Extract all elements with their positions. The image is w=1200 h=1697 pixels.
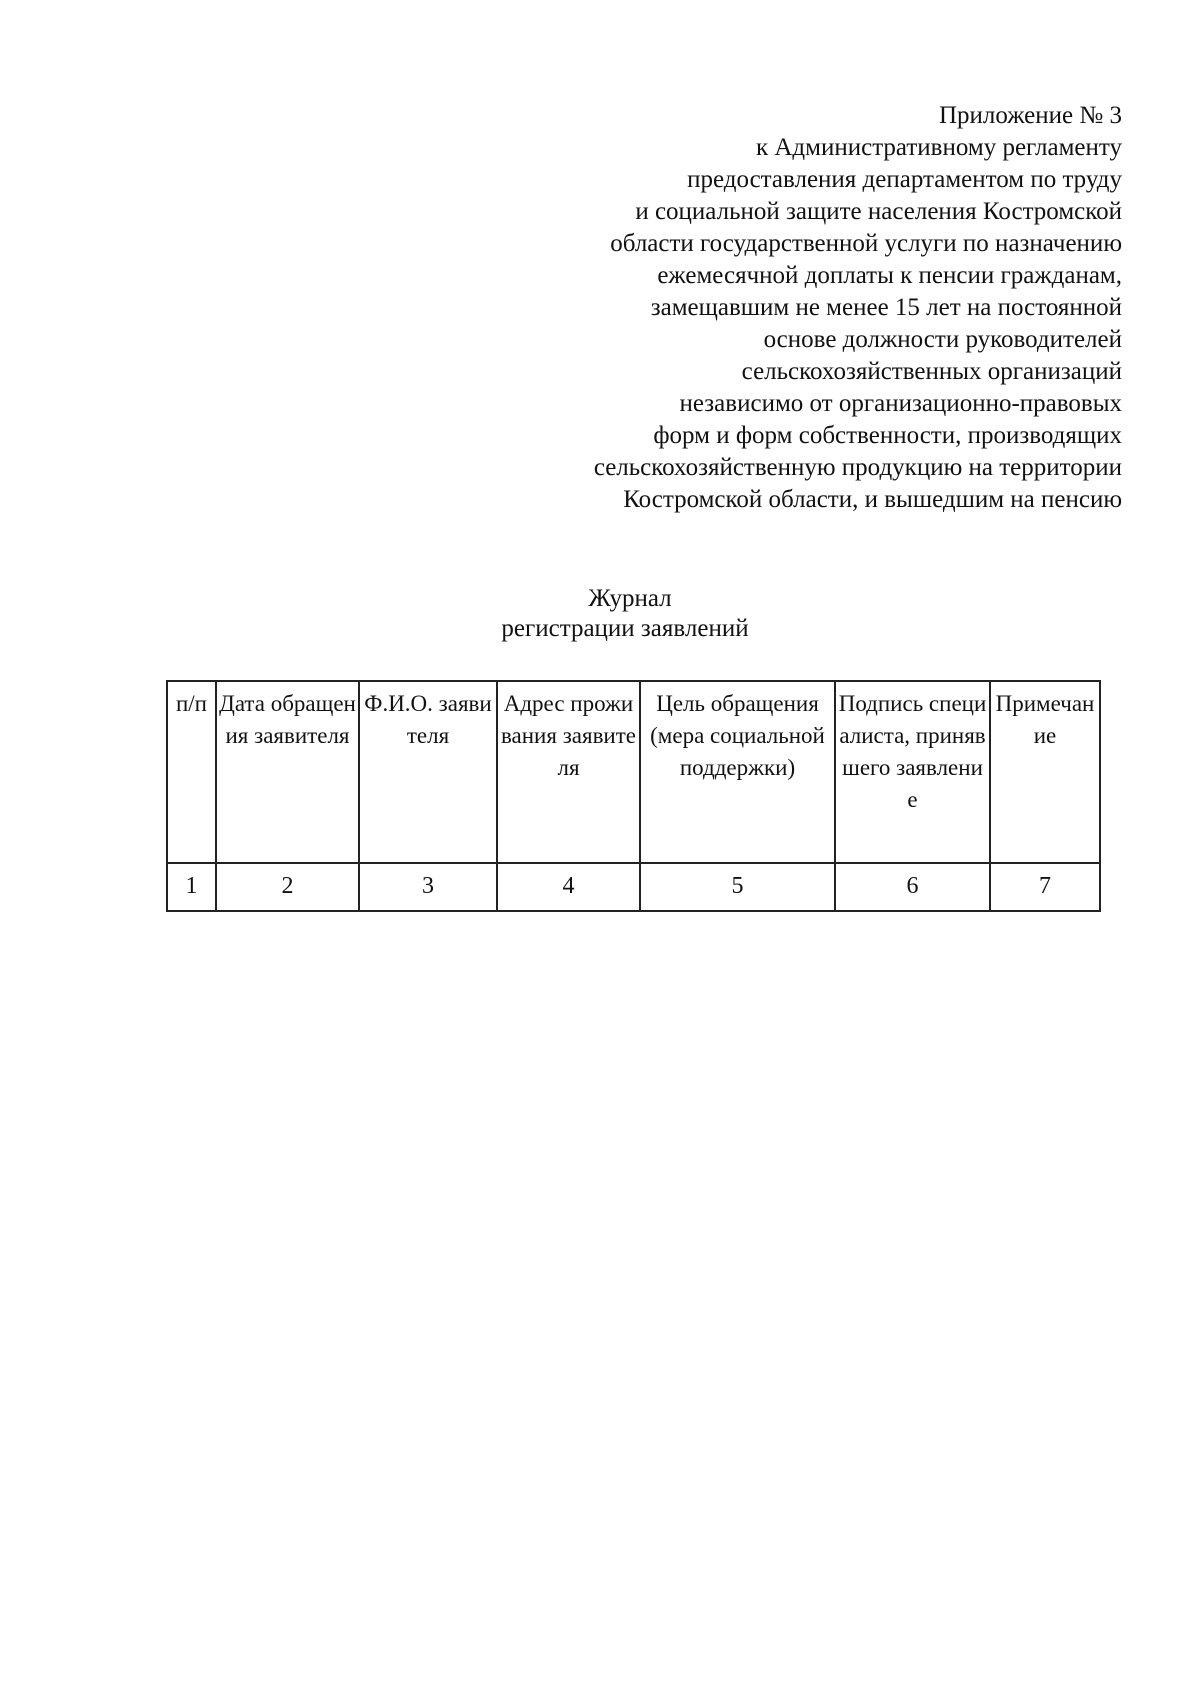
header-signature: Подпись специалиста, принявшего заявление [835,681,990,863]
column-number-cell: 1 [167,863,216,911]
appendix-line: к Административному регламенту [755,134,1122,161]
column-number-cell: 5 [640,863,835,911]
column-number-cell: 4 [497,863,640,911]
appendix-line: предоставления департаментом по труду [687,166,1122,193]
appendix-block [422,100,1122,516]
column-number-cell: 3 [359,863,497,911]
table-row [167,863,1100,911]
header-date: Дата обращения заявителя [216,681,359,863]
appendix-line: форм и форм собственности, производящих [653,422,1122,449]
header-purpose: Цель обращения (мера социальной поддержки) [640,681,835,863]
journal-title [480,584,780,644]
appendix-line: независимо от организационно-правовых [679,390,1122,417]
column-number-cell: 2 [216,863,359,911]
appendix-line: Приложение № 3 [938,102,1122,129]
journal-title-line1: Журнал [588,585,672,612]
appendix-line: основе должности руководителей [763,326,1122,353]
column-number-cell: 7 [990,863,1100,911]
header-name: Ф.И.О. заявителя [359,681,497,863]
appendix-line: сельскохозяйственную продукцию на территории [593,454,1122,481]
header-address: Адрес проживания заявителя [497,681,640,863]
header-number: п/п [167,681,216,863]
table-header-row [167,681,1100,863]
appendix-line: сельскохозяйственных организаций [741,358,1122,385]
header-note: Примечание [990,681,1100,863]
appendix-line: и социальной защите населения Костромской [635,198,1122,225]
appendix-line: Костромской области, и вышедшим на пенсию [623,486,1122,513]
appendix-line: замещавшим не менее 15 лет на постоянной [650,294,1122,321]
appendix-line: области государственной услуги по назначению [610,230,1122,257]
column-number-cell: 6 [835,863,990,911]
appendix-line: ежемесячной доплаты к пенсии гражданам, [657,262,1122,289]
journal-title-line2: регистрации заявлений [501,615,749,642]
registration-table [166,680,1101,912]
